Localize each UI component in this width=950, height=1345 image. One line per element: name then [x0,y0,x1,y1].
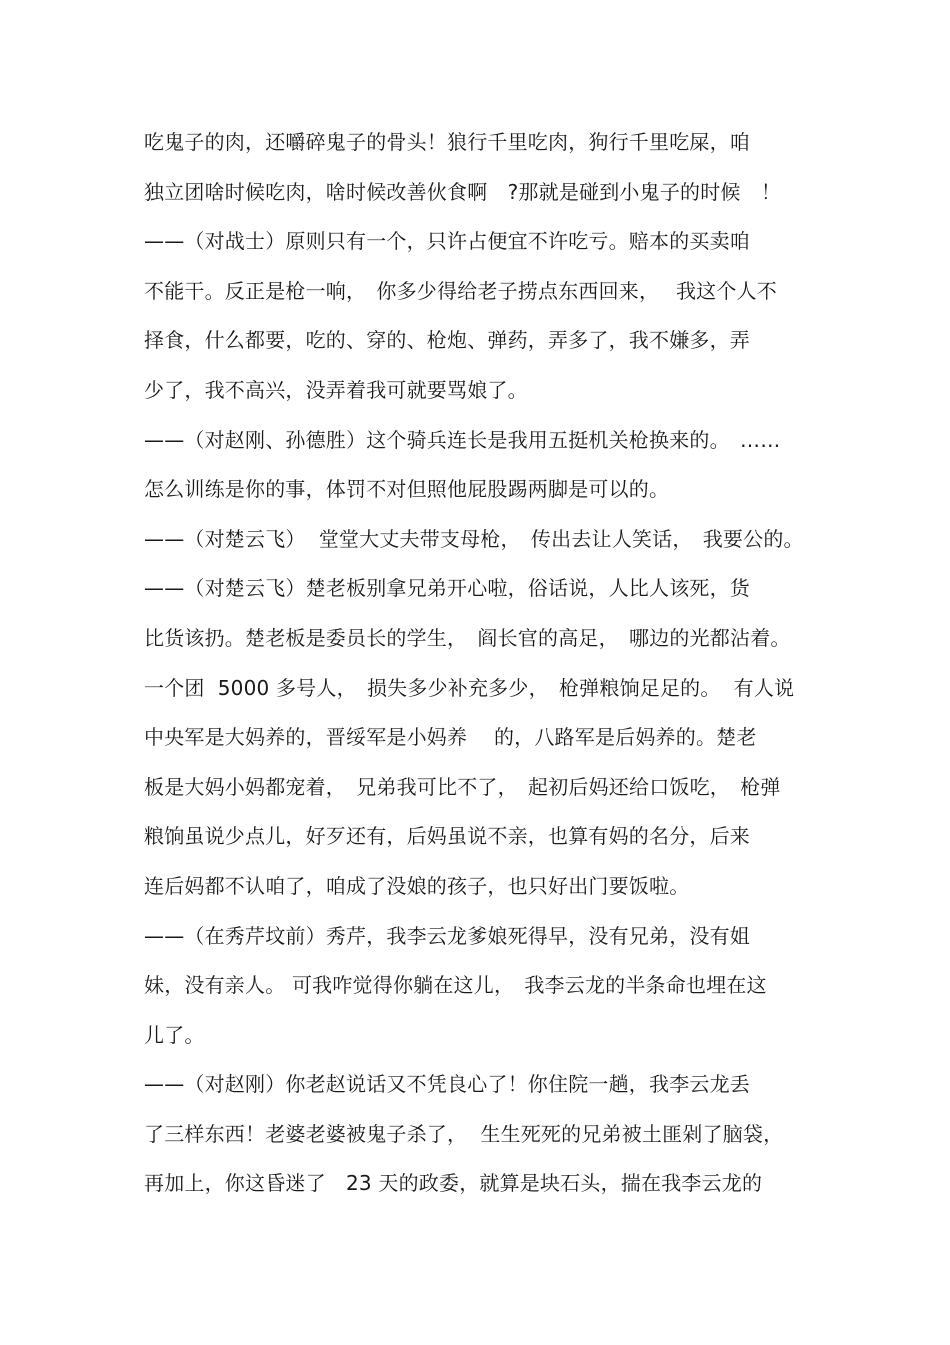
text-line: 了三样东西！老婆老婆被鬼子杀了， 生生死死的兄弟被土匪剁了脑袋， [144,1121,784,1146]
text-line: 儿了。 [144,1022,205,1047]
text-line: ——（对楚云飞）楚老板别拿兄弟开心啦，俗话说，人比人该死，货 [144,576,750,601]
text-line: 吃鬼子的肉，还嚼碎鬼子的骨头！狼行千里吃肉，狗行千里吃屎，咱 [144,130,750,154]
text-line: 独立团啥时候吃肉，啥时候改善伙食啊 ?那就是碰到小鬼子的时候 ！ [144,179,782,204]
text-line: 连后妈都不认咱了，咱成了没娘的孩子，也只好出门要饭啦。 [144,873,690,898]
text-line: ——（对战士）原则只有一个，只许占便宜不许吃亏。赔本的买卖咱 [144,229,750,254]
text-line: 妹，没有亲人。 可我咋觉得你躺在这儿， 我李云龙的半条命也埋在这 [144,973,767,998]
text-line: 择食，什么都要，吃的、穿的、枪炮、弹药，弄多了，我不嫌多，弄 [144,328,750,353]
text-line: 不能干。反正是枪一响， 你多少得给老子捞点东西回来， 我这个人不 [144,278,777,303]
text-line: 板是大妈小妈都宠着， 兄弟我可比不了， 起初后妈还给口饭吃， 枪弹 [144,774,781,799]
text-line: 再加上，你这昏迷了 23 天的政委，就算是块石头，揣在我李云龙的 [144,1171,763,1196]
body-text [144,122,816,1213]
text-line: ——（对楚云飞） 堂堂大丈夫带支母枪， 传出去让人笑话， 我要公的。 [144,526,804,551]
text-line: 比货该扔。楚老板是委员长的学生， 阎长官的高足， 哪边的光都沾着。 [144,625,791,650]
text-line: 怎么训练是你的事，体罚不对但照他屁股踢两脚是可以的。 [144,477,670,502]
text-line: 少了，我不高兴，没弄着我可就要骂娘了。 [144,377,528,402]
text-line: 一个团 5000 多号人， 损失多少补充多少， 枪弹粮饷足足的。 有人说 [144,675,795,700]
text-line: ——（在秀芹坟前）秀芹，我李云龙爹娘死得早，没有兄弟，没有姐 [144,923,750,948]
text-line: 中央军是大妈养的，晋绥军是小妈养 的，八路军是后妈养的。楚老 [144,725,757,750]
text-line: ——（对赵刚）你老赵说话又不凭良心了！你住院一趟，我李云龙丢 [144,1072,750,1097]
text-line: 粮饷虽说少点儿，好歹还有，后妈虽说不亲，也算有妈的名分，后来 [144,824,750,849]
text-line: ——（对赵刚、孙德胜）这个骑兵连长是我用五挺机关枪换来的。 …… [144,427,781,452]
